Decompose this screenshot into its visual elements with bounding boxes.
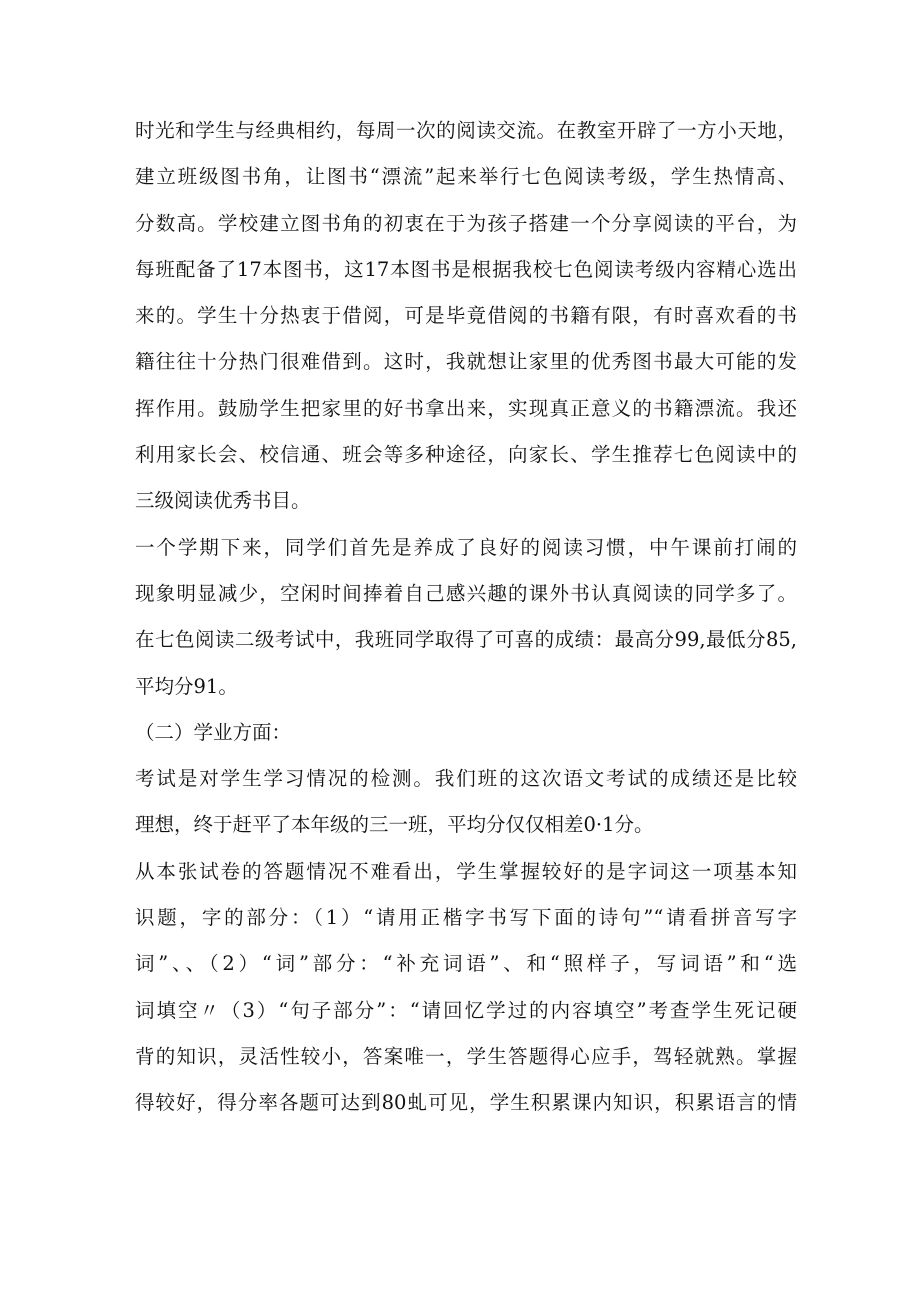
text-line: 词”、、（2）“词”部分：“补充词语”、和“照样子，写词语”和“选 (135, 952, 797, 976)
text-line: 分数高。学校建立图书角的初衷在于为孩子搭建一个分享阅读的平台，为 (135, 211, 797, 235)
text-line: 每班配备了17本图书，这17本图书是根据我校七色阅读考级内容精心选出 (135, 257, 797, 281)
text-line: 平均分91。 (135, 674, 238, 698)
text-line: 时光和学生与经典相约，每周一次的阅读交流。在教室开辟了一方小天地， (135, 119, 797, 142)
text-line: 三级阅读优秀书目。 (135, 489, 311, 513)
section-heading: （二）学业方面： (135, 720, 292, 744)
text-line: 得较好，得分率各题可达到80虬可见，学生积累课内知识，积累语言的情 (135, 1091, 797, 1115)
text-line: 识题，字的部分：（1）“请用正楷字书写下面的诗句”“请看拼音写字 (135, 906, 797, 930)
text-line: 考试是对学生学习情况的检测。我们班的这次语文考试的成绩还是比较 (135, 767, 797, 791)
text-line: 词填空〃（3）“句子部分”：“请回忆学过的内容填空”考查学生死记硬 (135, 998, 797, 1022)
text-line: 挥作用。鼓励学生把家里的好书拿出来，实现真正意义的书籍漂流。我还 (135, 396, 797, 420)
text-line: 籍往往十分热门很难借到。这时，我就想让家里的优秀图书最大可能的发 (135, 350, 797, 374)
text-line: 利用家长会、校信通、班会等多种途径，向家长、学生推荐七色阅读中的 (135, 443, 797, 467)
text-line: 一个学期下来，同学们首先是养成了良好的阅读习惯，中午课前打闹的 (135, 535, 797, 559)
text-line: 现象明显减少，空闲时间捧着自己感兴趣的课外书认真阅读的同学多了。 (135, 581, 797, 605)
body-text (135, 108, 797, 1127)
text-line: 在七色阅读二级考试中，我班同学取得了可喜的成绩：最高分99,最低分85, (135, 628, 797, 652)
text-line: 理想，终于赶平了本年级的三一班，平均分仅仅相差0·1分。 (135, 813, 654, 837)
text-line: 背的知识，灵活性较小，答案唯一，学生答题得心应手，驾轻就熟。掌握 (135, 1044, 797, 1068)
text-line: 来的。学生十分热衷于借阅，可是毕竟借阅的书籍有限，有时喜欢看的书 (135, 304, 797, 328)
text-line: 建立班级图书角，让图书“漂流”起来举行七色阅读考级，学生热情高、 (135, 165, 797, 189)
text-line: 从本张试卷的答题情况不难看出，学生掌握较好的是字词这一项基本知 (135, 859, 797, 883)
